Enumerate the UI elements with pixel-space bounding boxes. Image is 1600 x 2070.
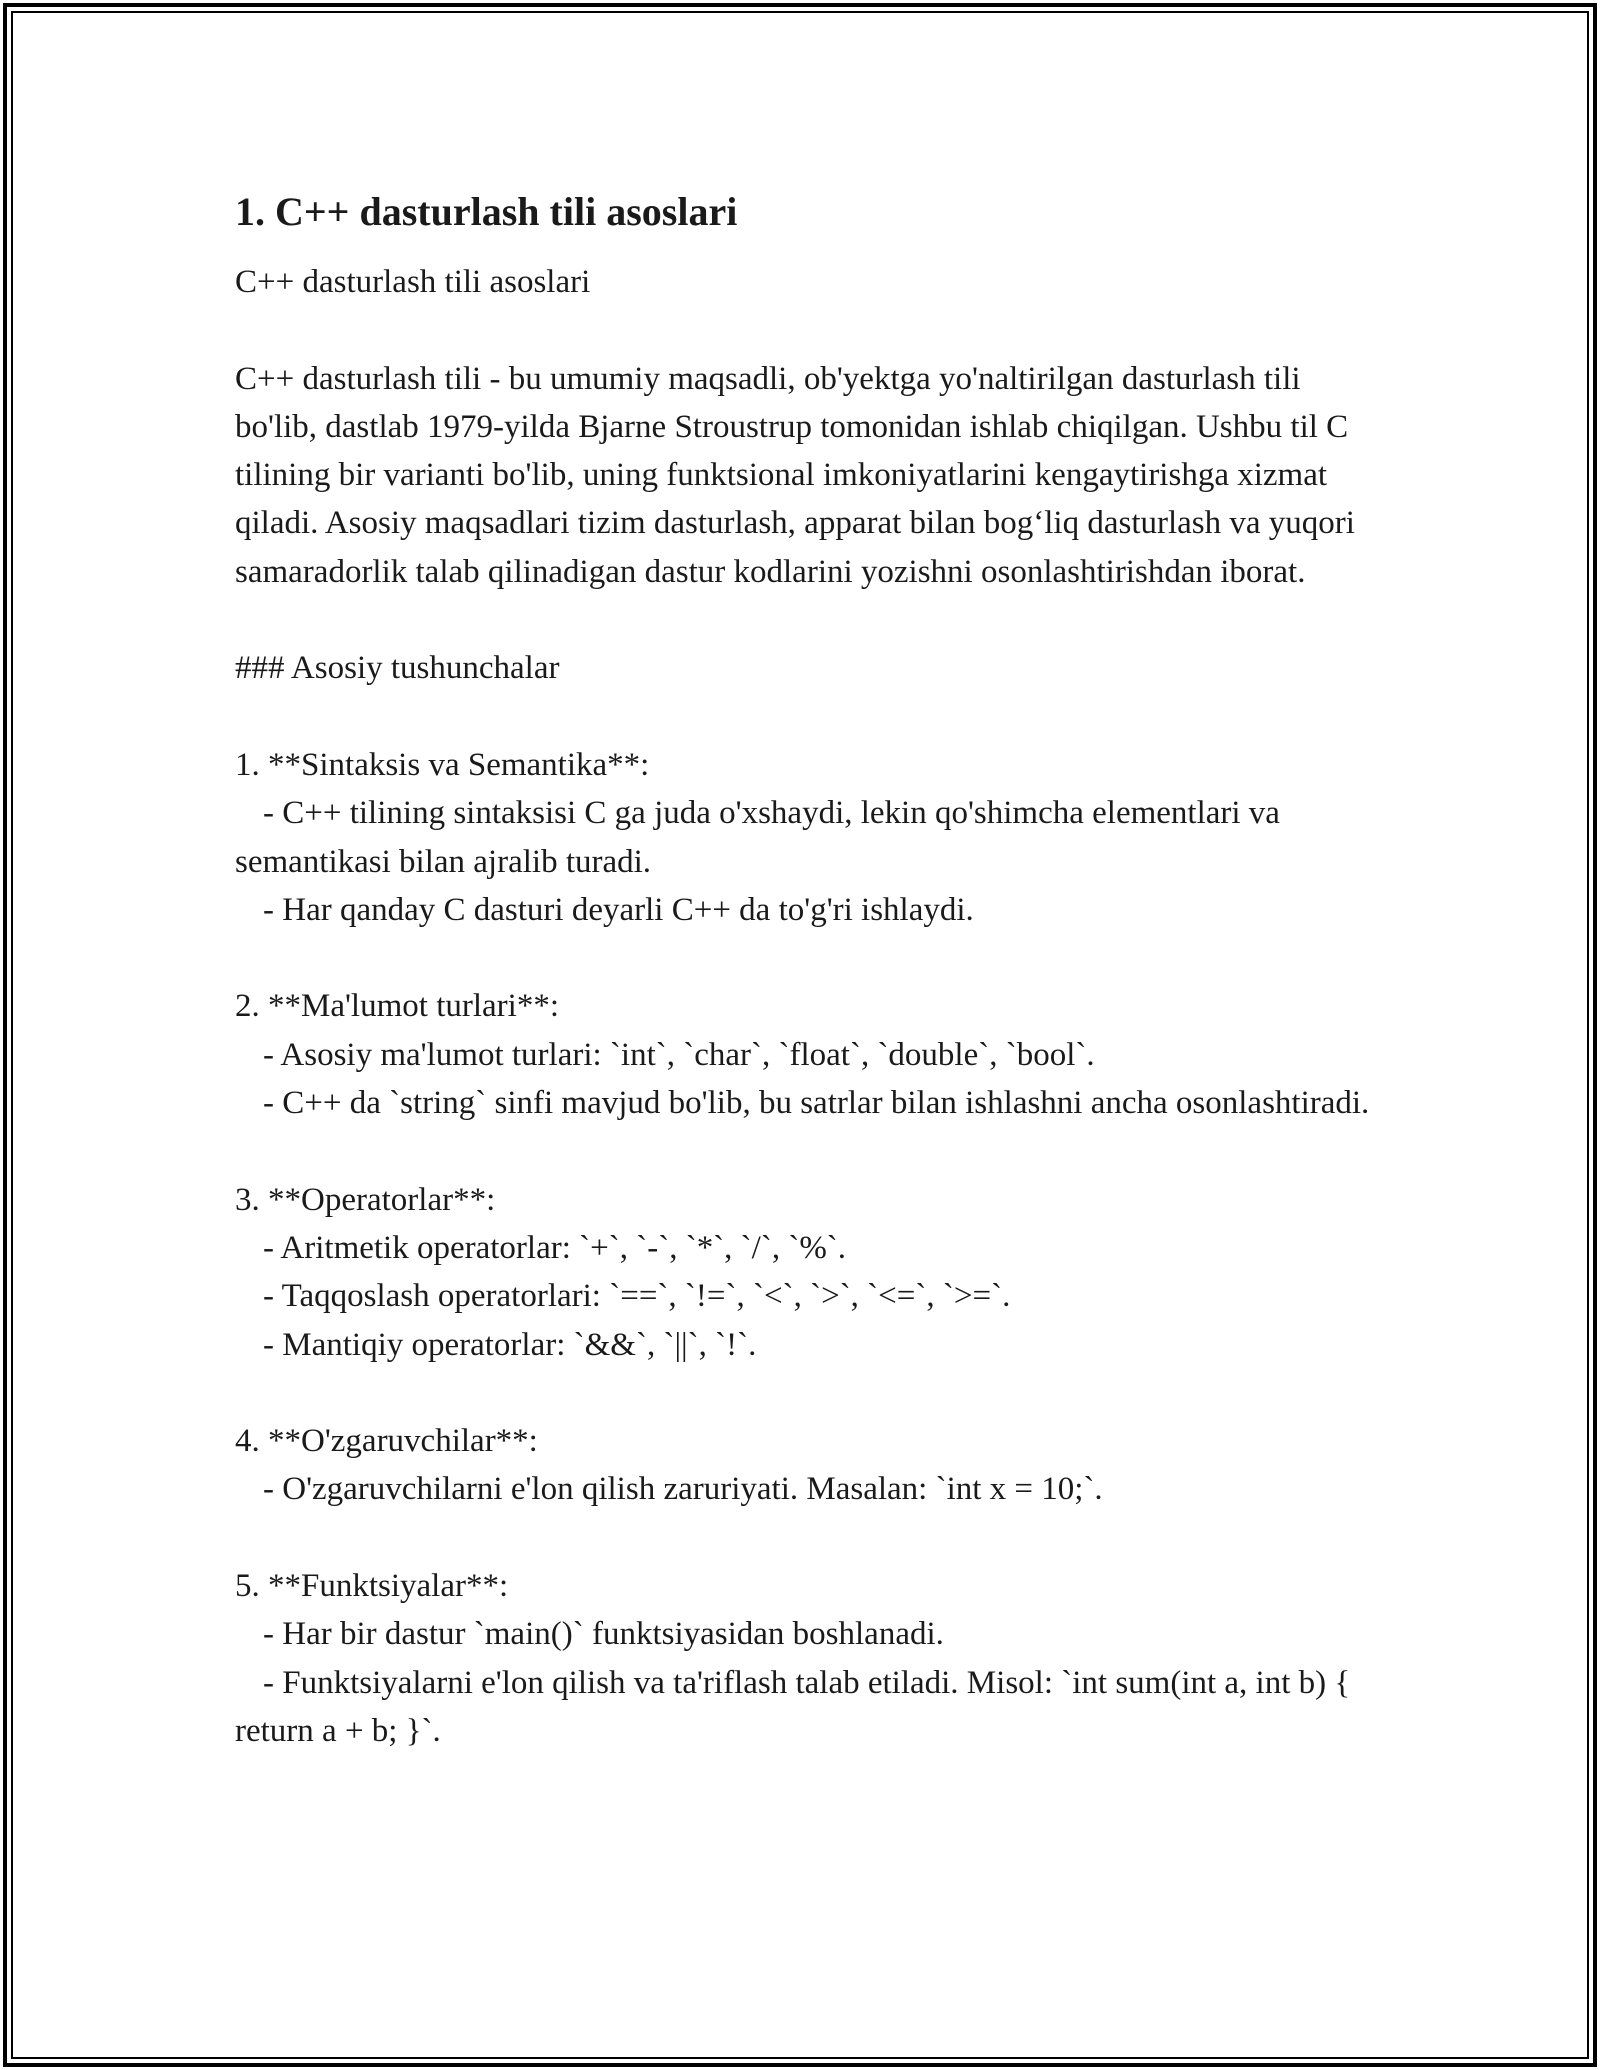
- section-heading: ### Asosiy tushunchalar: [235, 650, 560, 687]
- list-item-bullet: - Funktsiyalarni e'lon qilish va ta'riflash talab etiladi. Misol: `int sum(int a, int b) { return a + b; }`.: [235, 1664, 1351, 1749]
- list-item: [235, 1562, 1375, 1755]
- list-item-heading: 2. **Ma'lumot turlari**:: [235, 988, 559, 1025]
- list-item-heading: 4. **O'zgaruvchilar**:: [235, 1423, 538, 1460]
- list-item-bullet: - Aritmetik operatorlar: `+`, `-`, `*`, `/`, `%`.: [263, 1229, 847, 1266]
- list-item-bullet: - O'zgaruvchilarni e'lon qilish zaruriyati. Masalan: `int x = 10;`.: [263, 1471, 1103, 1508]
- list-item-heading: 5. **Funktsiyalar**:: [235, 1568, 509, 1605]
- spacer: [235, 693, 1375, 741]
- spacer: [235, 1514, 1375, 1562]
- list-item-bullet: - Har qanday C dasturi deyarli C++ da to'g'ri ishlaydi.: [263, 891, 974, 928]
- list-item-bullet: - Har bir dastur `main()` funktsiyasidan boshlanadi.: [263, 1616, 944, 1653]
- document-title: 1. C++ dasturlash tili asoslari: [235, 189, 738, 234]
- list-item-bullet: - C++ da `string` sinfi mavjud bo'lib, bu satrlar bilan ishlashni ancha osonlashtiradi.: [263, 1085, 1370, 1122]
- list-item: [235, 1417, 1375, 1514]
- list-item: [235, 982, 1375, 1127]
- intro-paragraph: C++ dasturlash tili - bu umumiy maqsadli, ob'yektga yo'naltirilgan dasturlash tili bo'lib, dastlab 1979-yilda Bjarne Stroustrup tomonidan ishlab chiqilgan. Ushbu til C tilining bir varianti bo'lib, uning funktsional imkoniyatlarini kengaytirishga xizmat qiladi. Asosiy maqsadlari tizim dasturlash, apparat bilan bog‘liq dasturlash va yuqori samaradorlik talab qilinadigan dastur kodlarini yozishni osonlashtirishdan iborat.: [235, 360, 1364, 590]
- list-item-bullet: - Asosiy ma'lumot turlari: `int`, `char`, `float`, `double`, `bool`.: [263, 1036, 1095, 1073]
- list-item: [235, 741, 1375, 934]
- list-item-bullet: - Mantiqiy operatorlar: `&&`, `||`, `!`.: [263, 1326, 757, 1363]
- spacer: [235, 1369, 1375, 1417]
- spacer: [235, 596, 1375, 644]
- list-item-heading: 3. **Operatorlar**:: [235, 1181, 496, 1218]
- list-item-bullet: - Taqqoslash operatorlari: `==`, `!=`, `<`, `>`, `<=`, `>=`.: [263, 1278, 1011, 1315]
- list-item-bullet: - C++ tilining sintaksisi C ga juda o'xshaydi, lekin qo'shimcha elementlari va semantikasi bilan ajralib turadi.: [235, 795, 1280, 880]
- list-item: [235, 1176, 1375, 1369]
- list-item-heading: 1. **Sintaksis va Semantika**:: [235, 746, 650, 783]
- document-subtitle: C++ dasturlash tili asoslari: [235, 264, 591, 300]
- spacer: [235, 306, 1375, 354]
- spacer: [235, 934, 1375, 982]
- spacer: [235, 1127, 1375, 1175]
- document-body: [235, 184, 1375, 1755]
